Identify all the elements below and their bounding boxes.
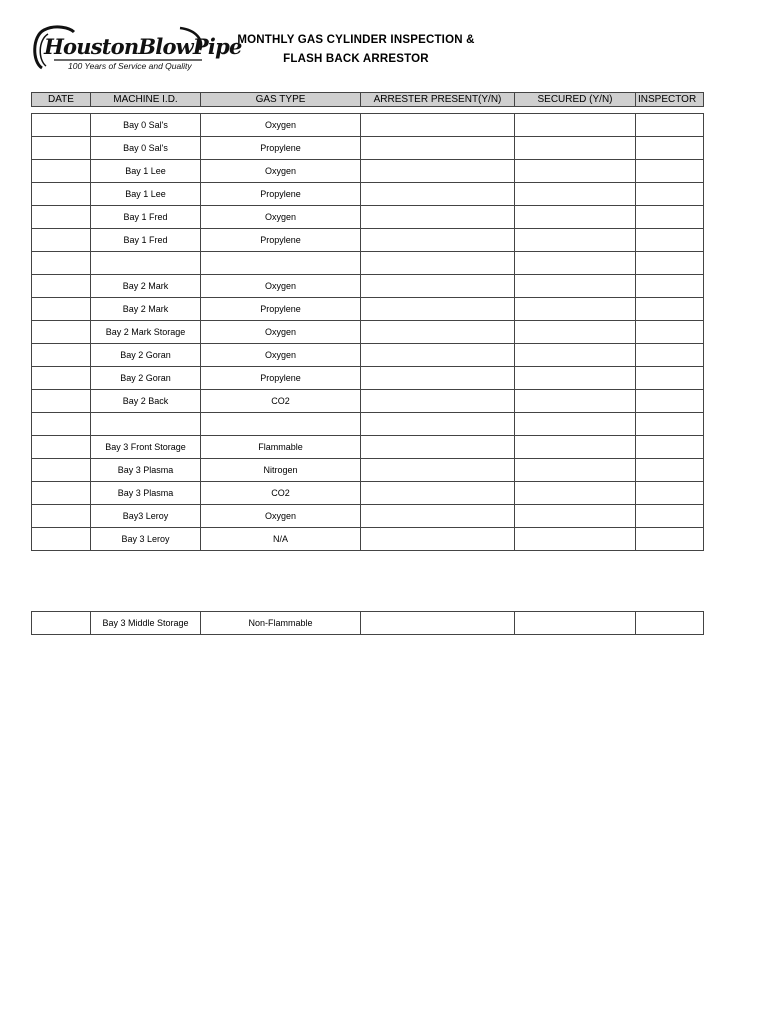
secured-cell (515, 612, 636, 635)
machine-id-cell: Bay 1 Fred (91, 229, 201, 252)
header-row (32, 93, 704, 107)
machine-id-cell: Bay 2 Back (91, 390, 201, 413)
machine-id-cell (91, 413, 201, 436)
machine-id-cell: Bay 2 Mark (91, 275, 201, 298)
date-cell (32, 505, 91, 528)
arrester-present-cell (361, 344, 515, 367)
gas-type-cell: Nitrogen (201, 459, 361, 482)
table-row (32, 252, 704, 275)
arrester-present-cell (361, 612, 515, 635)
date-cell (32, 459, 91, 482)
machine-id-cell: Bay 1 Lee (91, 160, 201, 183)
inspector-cell (636, 459, 704, 482)
table-row (32, 344, 704, 367)
table-row (32, 390, 704, 413)
secured-cell (515, 114, 636, 137)
arrester-present-cell (361, 298, 515, 321)
arrester-present-cell (361, 137, 515, 160)
table-row (32, 482, 704, 505)
gas-type-cell: Oxygen (201, 275, 361, 298)
gas-type-cell (201, 413, 361, 436)
table-row (32, 367, 704, 390)
table-row (32, 459, 704, 482)
table-row (32, 275, 704, 298)
table-row (32, 229, 704, 252)
logo-tagline: 100 Years of Service and Quality (68, 61, 192, 71)
inspector-cell (636, 298, 704, 321)
gas-type-cell: Propylene (201, 183, 361, 206)
table-row (32, 321, 704, 344)
table-row (32, 183, 704, 206)
arrester-present-cell (361, 436, 515, 459)
machine-id-cell: Bay 0 Sal's (91, 137, 201, 160)
arrester-present-cell (361, 321, 515, 344)
date-cell (32, 206, 91, 229)
table-row (32, 160, 704, 183)
secured-cell (515, 367, 636, 390)
table-row (32, 114, 704, 137)
column-header-arrester-present: ARRESTER PRESENT(Y/N) (361, 93, 515, 107)
gas-type-cell: Propylene (201, 298, 361, 321)
secured-cell (515, 298, 636, 321)
date-cell (32, 137, 91, 160)
gas-type-cell: Oxygen (201, 321, 361, 344)
machine-id-cell: Bay 0 Sal's (91, 114, 201, 137)
machine-id-cell: Bay3 Leroy (91, 505, 201, 528)
column-header-date: DATE (32, 93, 91, 107)
arrester-present-cell (361, 413, 515, 436)
inspector-cell (636, 137, 704, 160)
arrester-present-cell (361, 390, 515, 413)
secured-cell (515, 528, 636, 551)
inspector-cell (636, 528, 704, 551)
machine-id-cell: Bay 3 Middle Storage (91, 612, 201, 635)
date-cell (32, 390, 91, 413)
inspector-cell (636, 612, 704, 635)
machine-id-cell: Bay 2 Mark (91, 298, 201, 321)
arrester-present-cell (361, 275, 515, 298)
machine-id-cell: Bay 1 Lee (91, 183, 201, 206)
page-title-line2: FLASH BACK ARRESTOR (283, 53, 429, 65)
secured-cell (515, 505, 636, 528)
secured-cell (515, 390, 636, 413)
table-row (32, 505, 704, 528)
inspector-cell (636, 505, 704, 528)
machine-id-cell: Bay 2 Goran (91, 344, 201, 367)
inspection-table (31, 113, 704, 551)
date-cell (32, 321, 91, 344)
inspector-cell (636, 344, 704, 367)
extra-inspection-table (31, 611, 704, 635)
gas-type-cell: Oxygen (201, 505, 361, 528)
gas-type-cell: Propylene (201, 229, 361, 252)
gas-type-cell: Flammable (201, 436, 361, 459)
arrester-present-cell (361, 252, 515, 275)
inspector-cell (636, 367, 704, 390)
inspector-cell (636, 436, 704, 459)
date-cell (32, 252, 91, 275)
arrester-present-cell (361, 206, 515, 229)
arrester-present-cell (361, 459, 515, 482)
gas-type-cell: Propylene (201, 367, 361, 390)
column-header-machine-id: MACHINE I.D. (91, 93, 201, 107)
machine-id-cell: Bay 3 Front Storage (91, 436, 201, 459)
machine-id-cell: Bay 3 Leroy (91, 528, 201, 551)
secured-cell (515, 137, 636, 160)
arrester-present-cell (361, 528, 515, 551)
machine-id-cell: Bay 2 Mark Storage (91, 321, 201, 344)
inspector-cell (636, 413, 704, 436)
column-header-inspector: INSPECTOR (636, 93, 704, 107)
arrester-present-cell (361, 229, 515, 252)
secured-cell (515, 413, 636, 436)
gas-type-cell: Oxygen (201, 344, 361, 367)
inspector-cell (636, 482, 704, 505)
gas-type-cell: Oxygen (201, 206, 361, 229)
date-cell (32, 612, 91, 635)
table-row (32, 298, 704, 321)
secured-cell (515, 436, 636, 459)
date-cell (32, 275, 91, 298)
date-cell (32, 229, 91, 252)
arrester-present-cell (361, 114, 515, 137)
machine-id-cell: Bay 3 Plasma (91, 459, 201, 482)
gas-type-cell: Oxygen (201, 160, 361, 183)
inspector-cell (636, 183, 704, 206)
table-row (32, 413, 704, 436)
secured-cell (515, 459, 636, 482)
column-header-secured: SECURED (Y/N) (515, 93, 636, 107)
gas-type-cell: N/A (201, 528, 361, 551)
arrester-present-cell (361, 160, 515, 183)
secured-cell (515, 183, 636, 206)
inspector-cell (636, 275, 704, 298)
table-row (32, 528, 704, 551)
secured-cell (515, 321, 636, 344)
secured-cell (515, 206, 636, 229)
secured-cell (515, 344, 636, 367)
date-cell (32, 528, 91, 551)
table-row (32, 612, 704, 635)
date-cell (32, 413, 91, 436)
date-cell (32, 482, 91, 505)
arrester-present-cell (361, 505, 515, 528)
gas-type-cell: Oxygen (201, 114, 361, 137)
secured-cell (515, 252, 636, 275)
inspector-cell (636, 160, 704, 183)
date-cell (32, 344, 91, 367)
date-cell (32, 367, 91, 390)
column-header-gas-type: GAS TYPE (201, 93, 361, 107)
table-row (32, 206, 704, 229)
page-title-line1: MONTHLY GAS CYLINDER INSPECTION & (237, 34, 475, 46)
table-row (32, 436, 704, 459)
gas-type-cell: CO2 (201, 482, 361, 505)
inspector-cell (636, 206, 704, 229)
arrester-present-cell (361, 482, 515, 505)
gas-type-cell (201, 252, 361, 275)
inspector-cell (636, 229, 704, 252)
secured-cell (515, 482, 636, 505)
machine-id-cell (91, 252, 201, 275)
arrester-present-cell (361, 367, 515, 390)
machine-id-cell: Bay 1 Fred (91, 206, 201, 229)
secured-cell (515, 160, 636, 183)
column-header-table (31, 92, 704, 107)
date-cell (32, 160, 91, 183)
table-row (32, 137, 704, 160)
machine-id-cell: Bay 2 Goran (91, 367, 201, 390)
date-cell (32, 114, 91, 137)
arrester-present-cell (361, 183, 515, 206)
secured-cell (515, 229, 636, 252)
date-cell (32, 436, 91, 459)
date-cell (32, 298, 91, 321)
gas-type-cell: Propylene (201, 137, 361, 160)
gas-type-cell: CO2 (201, 390, 361, 413)
secured-cell (515, 275, 636, 298)
logo-name: HoustonBlowPipe (44, 34, 242, 59)
inspector-cell (636, 114, 704, 137)
inspector-cell (636, 252, 704, 275)
company-logo (30, 22, 242, 76)
inspector-cell (636, 321, 704, 344)
inspector-cell (636, 390, 704, 413)
date-cell (32, 183, 91, 206)
gas-type-cell: Non-Flammable (201, 612, 361, 635)
machine-id-cell: Bay 3 Plasma (91, 482, 201, 505)
